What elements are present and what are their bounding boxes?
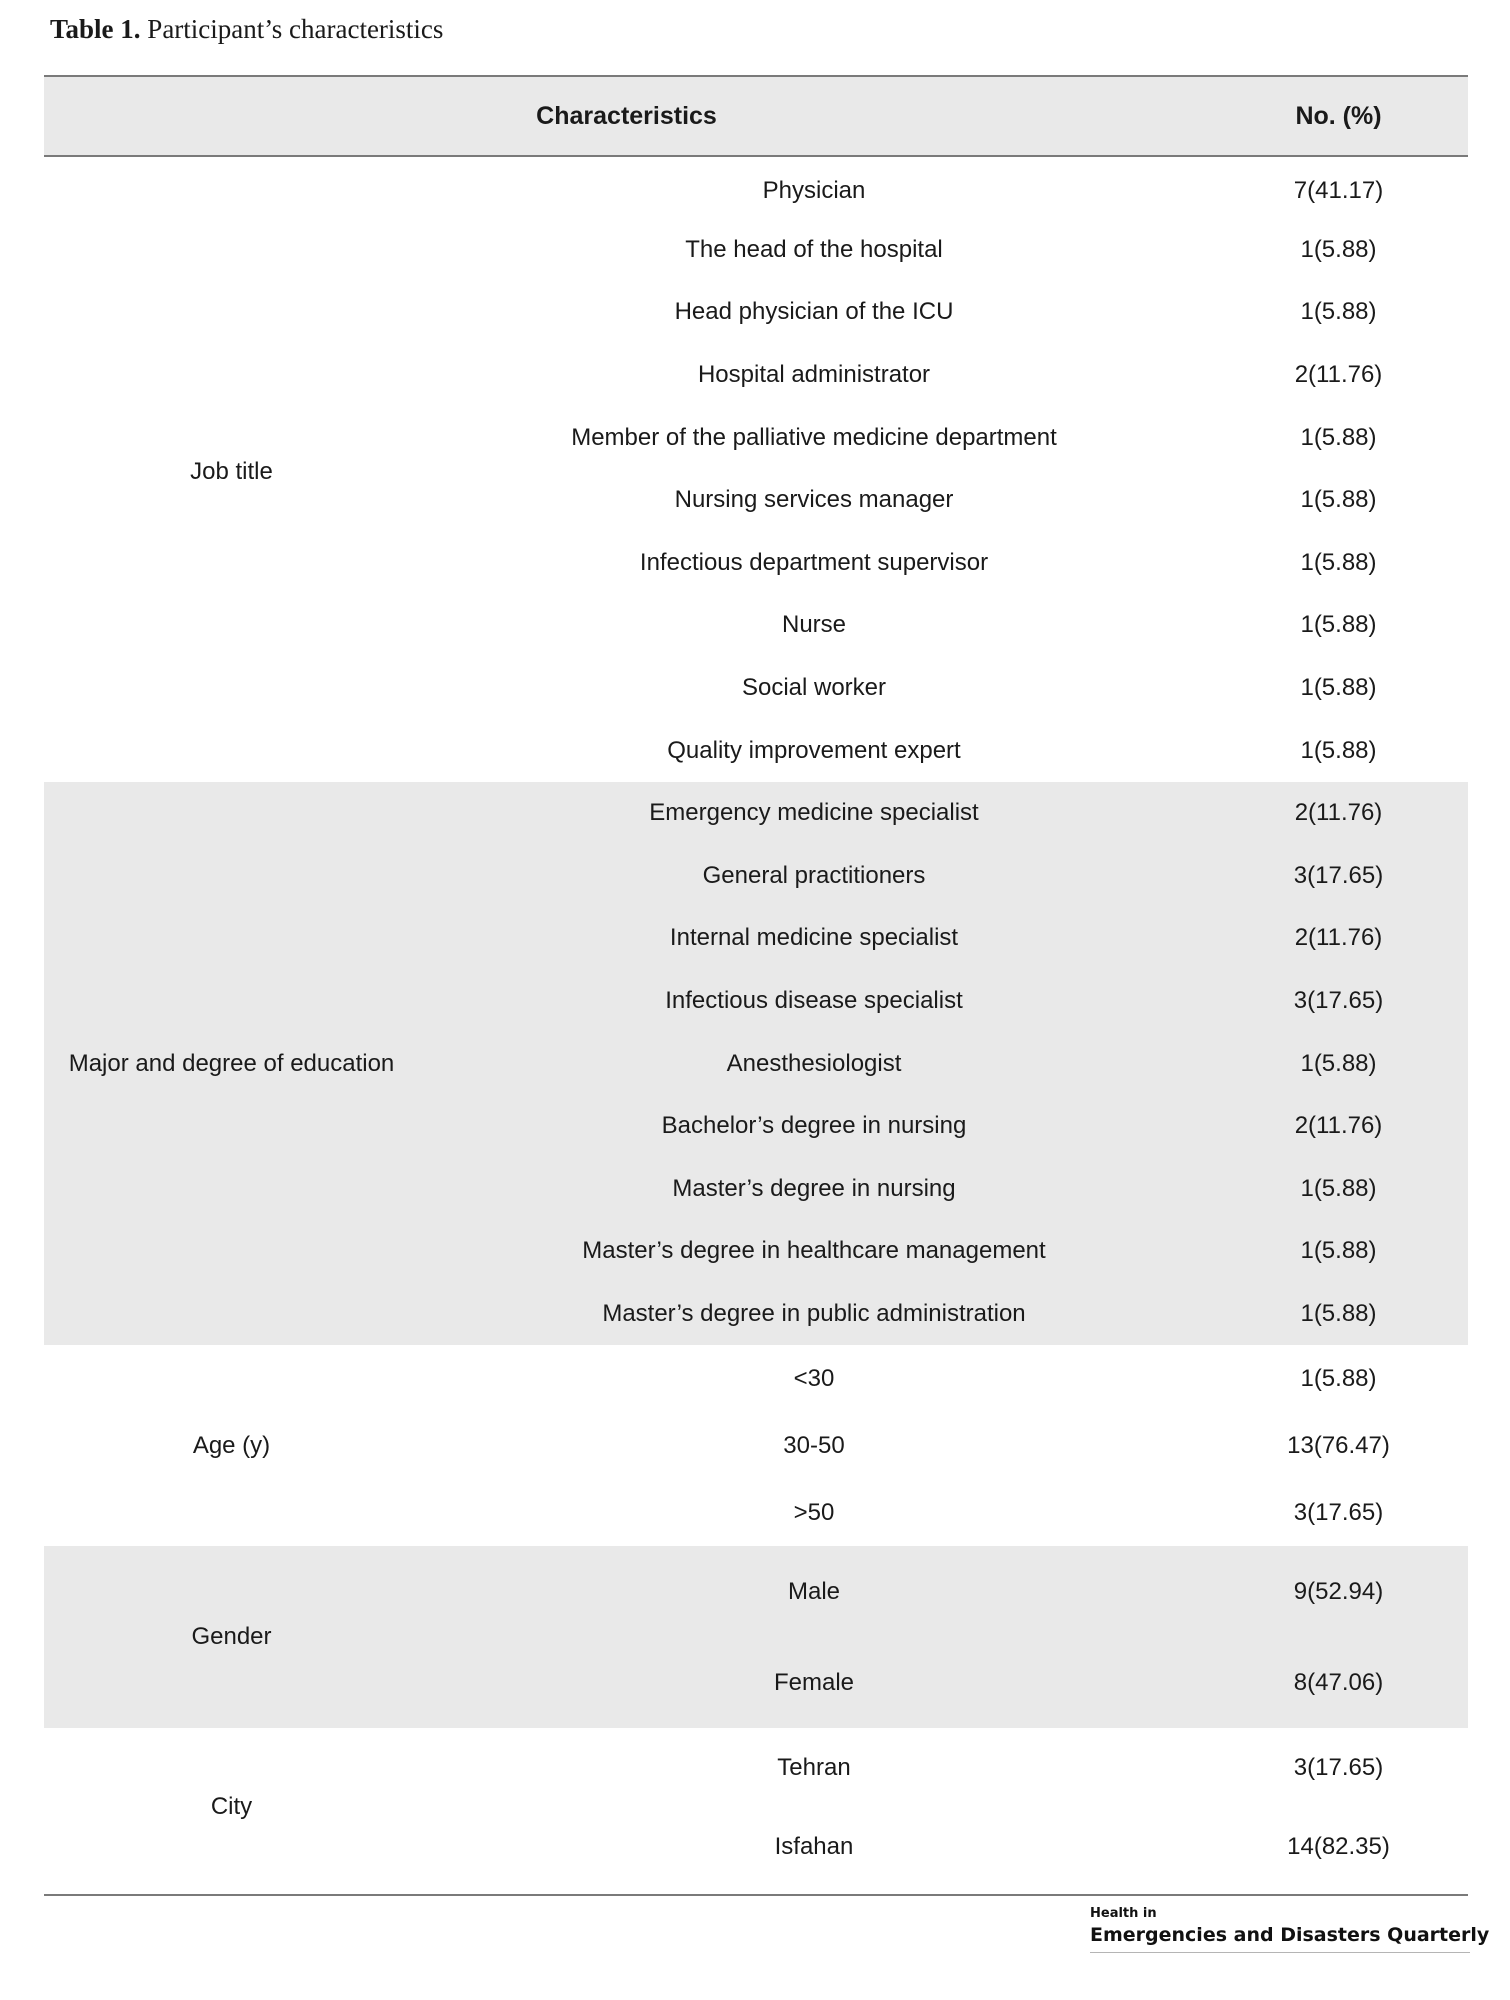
group-label: Gender xyxy=(191,1623,272,1651)
count-percent-cell: 1(5.88) xyxy=(1300,423,1377,451)
table-row xyxy=(44,1728,1468,1807)
count-percent-cell: 1(5.88) xyxy=(1300,1174,1377,1202)
table-row xyxy=(44,156,1468,219)
logo-line-1: Health in xyxy=(1090,1906,1157,1921)
group-label: Age (y) xyxy=(192,1431,271,1459)
characteristic-cell: Male xyxy=(787,1577,841,1605)
table-row xyxy=(44,1546,1468,1637)
characteristic-cell: <30 xyxy=(793,1364,835,1392)
characteristics-table xyxy=(44,75,1468,1886)
table-group xyxy=(44,782,1468,1345)
characteristic-cell: General practitioners xyxy=(702,861,926,889)
table-row xyxy=(44,1345,1468,1412)
logo-line-2: Emergencies and Disasters Quarterly xyxy=(1090,1924,1490,1946)
characteristic-cell: >50 xyxy=(793,1498,835,1526)
characteristic-cell: The head of the hospital xyxy=(685,235,943,263)
characteristic-cell: Tehran xyxy=(777,1753,851,1781)
characteristic-cell: 30-50 xyxy=(783,1431,845,1459)
table-group xyxy=(44,1546,1468,1728)
count-percent-cell: 3(17.65) xyxy=(1293,1498,1384,1526)
count-percent-cell: 2(11.76) xyxy=(1294,924,1383,952)
table-header xyxy=(44,76,1468,156)
count-percent-cell: 3(17.65) xyxy=(1293,987,1384,1015)
characteristic-cell: Isfahan xyxy=(774,1832,854,1860)
count-percent-cell: 1(5.88) xyxy=(1300,486,1377,514)
count-percent-cell: 1(5.88) xyxy=(1300,1299,1377,1327)
characteristics-table-container xyxy=(44,75,1468,1886)
characteristic-cell: Female xyxy=(773,1668,855,1696)
count-percent-cell: 1(5.88) xyxy=(1300,1237,1377,1265)
count-percent-cell: 1(5.88) xyxy=(1300,1049,1377,1077)
count-percent-cell: 1(5.88) xyxy=(1300,611,1377,639)
count-percent-cell: 1(5.88) xyxy=(1300,235,1377,263)
group-label: Job title xyxy=(190,458,273,486)
journal-logo xyxy=(1090,1906,1490,1954)
characteristic-cell: Head physician of the ICU xyxy=(674,298,954,326)
characteristic-cell: Master’s degree in healthcare management xyxy=(582,1237,1046,1265)
count-percent-cell: 2(11.76) xyxy=(1294,361,1383,389)
characteristic-cell: Anesthesiologist xyxy=(726,1049,902,1077)
table-row xyxy=(44,782,1468,845)
characteristic-cell: Social worker xyxy=(741,674,887,702)
caption-title: Participant’s characteristics xyxy=(147,14,444,44)
count-percent-cell: 2(11.76) xyxy=(1294,1112,1383,1140)
characteristic-cell: Infectious disease specialist xyxy=(665,987,963,1015)
group-label: Major and degree of education xyxy=(68,1049,395,1077)
characteristic-cell: Emergency medicine specialist xyxy=(649,799,979,827)
count-percent-cell: 1(5.88) xyxy=(1300,298,1377,326)
count-percent-cell: 13(76.47) xyxy=(1287,1431,1390,1459)
count-percent-cell: 8(47.06) xyxy=(1293,1668,1384,1696)
characteristic-cell: Master’s degree in nursing xyxy=(672,1174,956,1202)
count-percent-cell: 1(5.88) xyxy=(1300,548,1377,576)
characteristic-cell: Physician xyxy=(762,176,866,204)
characteristic-cell: Bachelor’s degree in nursing xyxy=(661,1112,967,1140)
header-count-percent: No. (%) xyxy=(1295,101,1382,130)
header-row xyxy=(44,76,1468,156)
group-label: City xyxy=(210,1793,253,1821)
table-group xyxy=(44,156,1468,782)
count-percent-cell: 1(5.88) xyxy=(1300,736,1377,764)
count-percent-cell: 7(41.17) xyxy=(1293,176,1384,204)
count-percent-cell: 3(17.65) xyxy=(1293,1753,1384,1781)
table-caption xyxy=(50,14,443,45)
characteristic-cell: Internal medicine specialist xyxy=(669,924,959,952)
characteristic-cell: Quality improvement expert xyxy=(667,736,961,764)
table-group xyxy=(44,1728,1468,1886)
count-percent-cell: 2(11.76) xyxy=(1294,799,1383,827)
characteristic-cell: Hospital administrator xyxy=(697,361,931,389)
header-characteristics: Characteristics xyxy=(536,101,717,130)
characteristic-cell: Nurse xyxy=(781,611,847,639)
count-percent-cell: 1(5.88) xyxy=(1300,674,1377,702)
logo-underline xyxy=(1090,1952,1470,1953)
table-group xyxy=(44,1345,1468,1546)
count-percent-cell: 3(17.65) xyxy=(1293,861,1384,889)
table-bottom-rule xyxy=(44,1894,1468,1896)
characteristic-cell: Member of the palliative medicine department xyxy=(571,423,1057,451)
count-percent-cell: 1(5.88) xyxy=(1300,1364,1377,1392)
characteristic-cell: Nursing services manager xyxy=(674,486,954,514)
count-percent-cell: 9(52.94) xyxy=(1293,1577,1384,1605)
count-percent-cell: 14(82.35) xyxy=(1287,1832,1390,1860)
caption-label: Table 1. xyxy=(50,14,141,44)
characteristic-cell: Master’s degree in public administration xyxy=(602,1299,1026,1327)
characteristic-cell: Infectious department supervisor xyxy=(639,548,989,576)
